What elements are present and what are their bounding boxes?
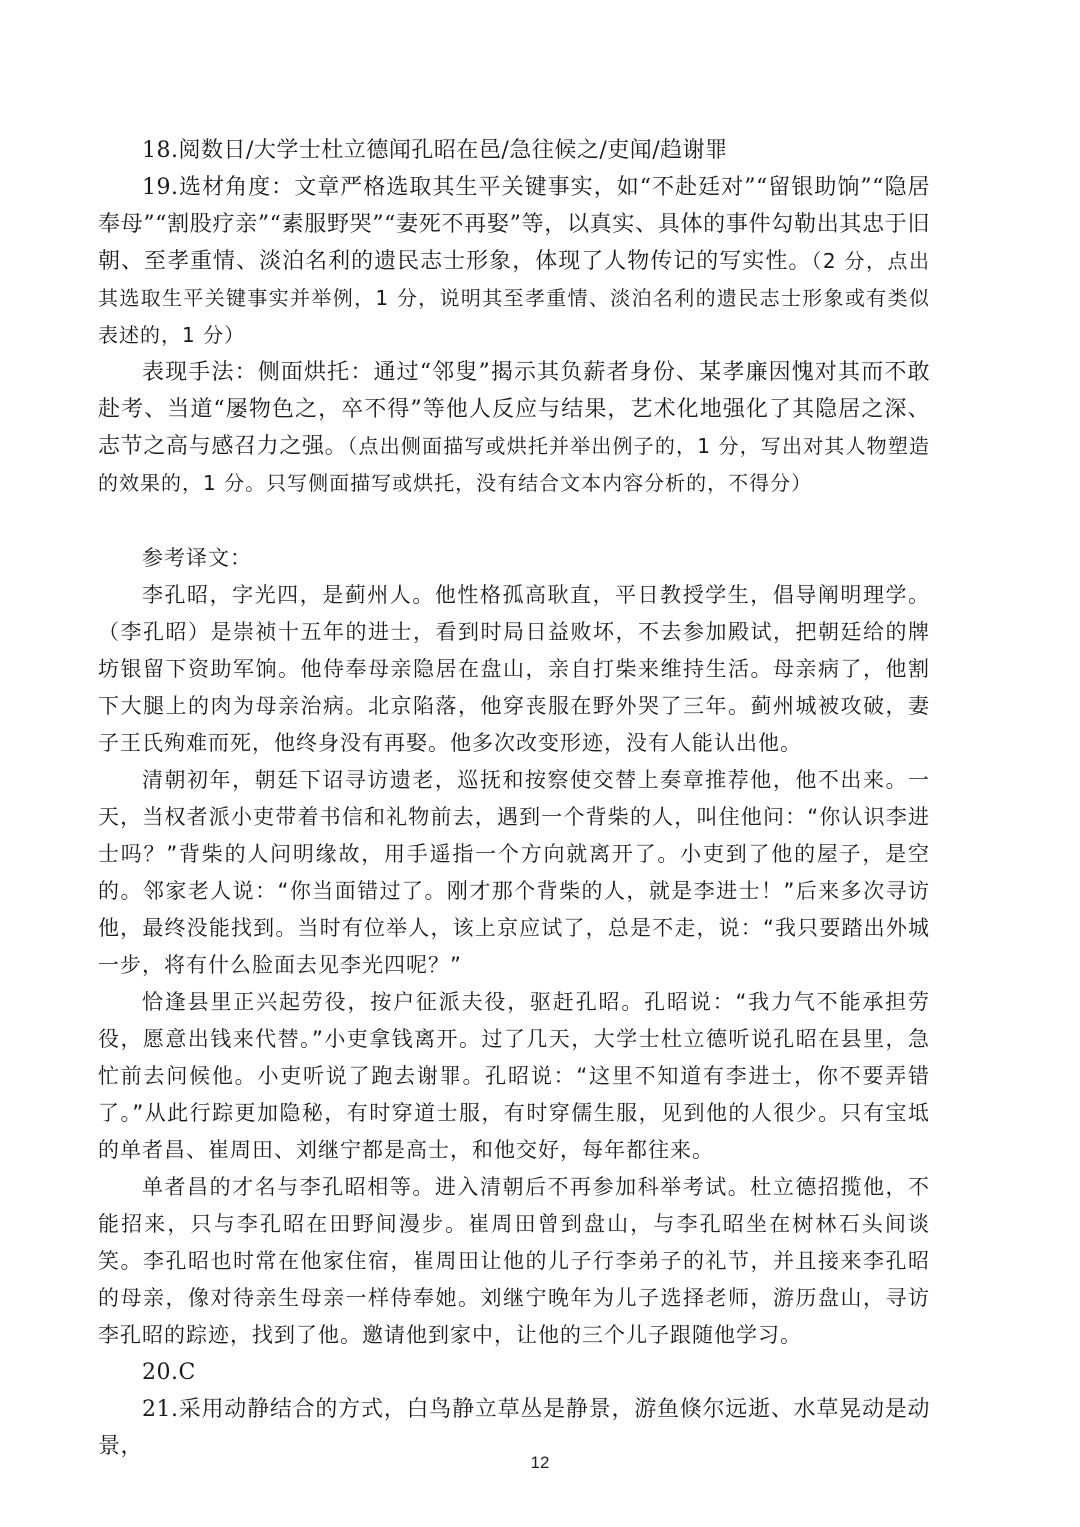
page-number: 12 [530,1453,550,1472]
document-page [98,132,930,1465]
translation-paragraph: 李孔昭，字光四，是蓟州人。他性格孤高耿直，平日教授学生，倡导阐明理学。（李孔昭）是崇祯十五年的进士，看到时局日益败坏，不去参加殿试，把朝廷给的牌坊银留下资助军饷。他侍奉母亲隐居在盘山，亲自打柴来维持生活。母亲病了，他割下大腿上的肉为母亲治病。北京陷落，他穿丧服在野外哭了三年。蓟州城被攻破，妻子王氏殉难而死，他终身没有再娶。他多次改变形迹，没有人能认出他。 [98,583,930,755]
answer-19-technique-text: 表现手法：侧面烘托：通过“邻叟”揭示其负薪者身份、某孝廉因愧对其而不敢赴考、当道“屡物色之，卒不得”等他人反应与结果，艺术化地强化了其隐居之深、志节之高与感召力之强。 [98,360,930,459]
answer-20: 20.C [142,1360,196,1385]
translation-paragraph: 恰逢县里正兴起劳役，按户征派夫役，驱赶孔昭。孔昭说：“我力气不能承担劳役，愿意出钱来代替。”小吏拿钱离开。过了几天，大学士杜立德听说孔昭在县里，急忙前去问候他。小吏听说了跑去谢罪。孔昭说：“这里不知道有李进士，你不要弄错了。”从此行踪更加隐秘，有时穿道士服，有时穿儒生服，见到他的人很少。只有宝坻的单者昌、崔周田、刘继宁都是高士，和他交好，每年都往来。 [98,990,930,1162]
answer-18: 18.阅数日/大学士杜立德闻孔昭在邑/急往候之/吏闻/趋谢罪 [142,138,728,163]
answer-19-selection-note: （2 分，点出其选取生平关键事实并举例，1 分，说明其至孝重情、淡泊名利的遗民志士形象或有类似表述的，1 分） [98,249,930,347]
answer-19-selection-text: 19.选材角度：文章严格选取其生平关键事实，如“不赴廷对”“留银助饷”“隐居奉母”“割股疗亲”“素服野哭”“妻死不再娶”等，以真实、具体的事件勾勒出其忠于旧朝、至孝重情、淡泊名利的遗民志士形象，体现了人物传记的写实性。 [98,175,930,274]
answer-21: 21.采用动静结合的方式，白鸟静立草丛是静景，游鱼倏尔远逝、水草晃动是动景， [98,1397,930,1459]
section-spacer [98,502,930,540]
translation-paragraph: 单者昌的才名与李孔昭相等。进入清朝后不再参加科举考试。杜立德招揽他，不能招来，只与李孔昭在田野间漫步。崔周田曾到盘山，与李孔昭坐在树林石头间谈笑。李孔昭也时常在他家住宿，崔周田让他的儿子行李弟子的礼节，并且接来李孔昭的母亲，像对待亲生母亲一样侍奉她。刘继宁晚年为儿子选择老师，游历盘山，寻访李孔昭的踪迹，找到了他。邀请他到家中，让他的三个儿子跟随他学习。 [98,1175,930,1347]
answer-19-selection [98,169,930,354]
translation-heading: 参考译文： [142,546,252,570]
answer-19-technique [98,354,930,502]
answer-19-technique-note: （点出侧面描写或烘托并举出例子的，1 分，写出对其人物塑造的效果的，1 分。只写侧面描写或烘托，没有结合文本内容分析的，不得分） [98,434,930,495]
translation-paragraph: 清朝初年，朝廷下诏寻访遗老，巡抚和按察使交替上奏章推荐他，他不出来。一天，当权者派小吏带着书信和礼物前去，遇到一个背柴的人，叫住他问：“你认识李进士吗？”背柴的人问明缘故，用手遥指一个方向就离开了。小吏到了他的屋子，是空的。邻家老人说：“你当面错过了。刚才那个背柴的人，就是李进士！”后来多次寻访他，最终没能找到。当时有位举人，该上京应试了，总是不走，说：“我只要踏出外城一步，将有什么脸面去见李光四呢？” [98,768,930,977]
